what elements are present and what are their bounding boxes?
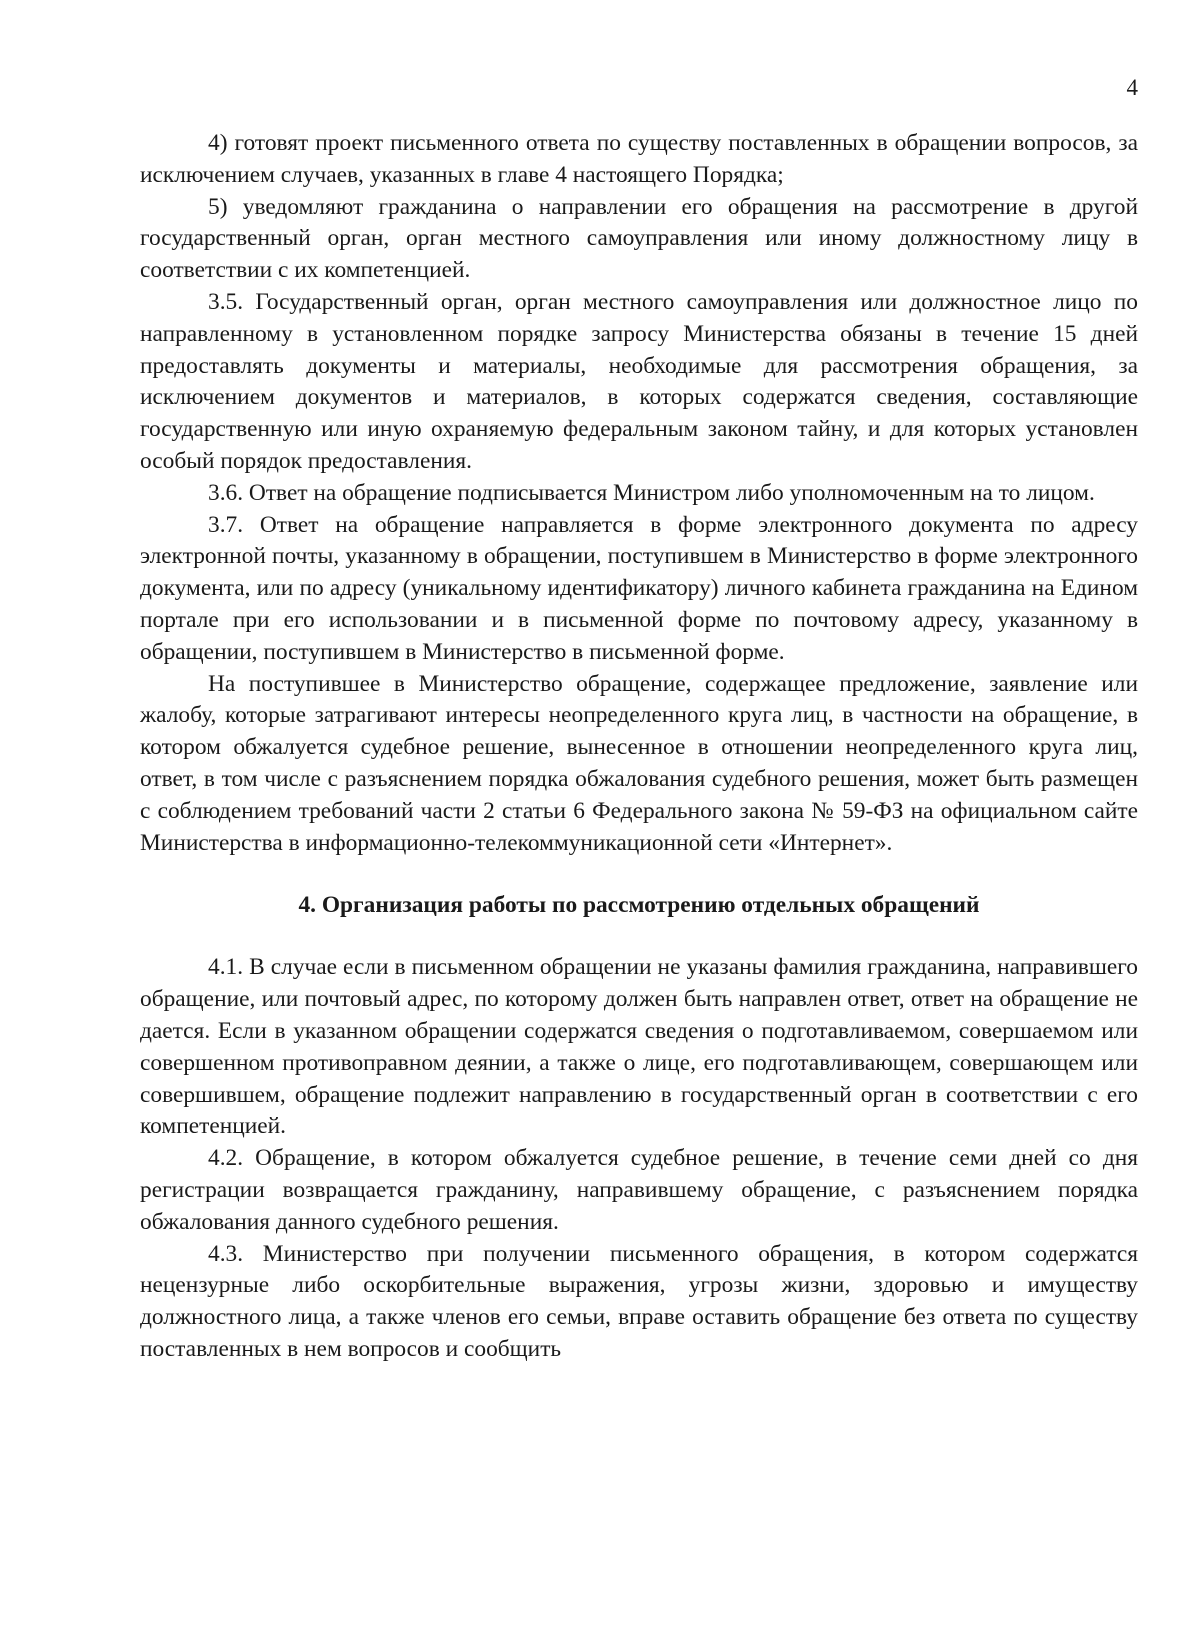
paragraph-3-7: 3.7. Ответ на обращение направляется в форме электронного документа по адресу электронной почты, указанному в обращении, поступившем в Министерство в форме электронного документа, или по адресу (уникальному идентификатору) личного кабинета гражданина на Едином портале при его использовании и в письменной форме по почтовому адресу, указанному в обращении, поступившем в Министерство в письменной форме. [140, 511, 1138, 665]
paragraph-3-7-continued: На поступившее в Министерство обращение, содержащее предложение, заявление или жалобу, которые затрагивают интересы неопределенного круга лиц, в частности на обращение, в котором обжалуется судебное решение, вынесенное в отношении неопределенного круга лиц, ответ, в том числе с разъяснением порядка обжалования судебного решения, может быть размещен с соблюдением требований части 2 статьи 6 Федерального закона № 59-ФЗ на официальном сайте Министерства в информационно-телекоммуникационной сети «Интернет». [140, 670, 1138, 856]
paragraph-4-3: 4.3. Министерство при получении письменного обращения, в котором содержатся нецензурные либо оскорбительные выражения, угрозы жизни, здоровью и имуществу должностного лица, а также членов его семьи, вправе оставить обращение без ответа по существу поставленных в нем вопросов и сообщить [140, 1240, 1138, 1362]
paragraph-4-1: 4.1. В случае если в письменном обращении не указаны фамилия гражданина, направившего обращение, или почтовый адрес, по которому должен быть направлен ответ, ответ на обращение не дается. Если в указанном обращении содержатся сведения о подготавливаемом, совершаемом или совершенном противоправном деянии, а также о лице, его подготавливающем, совершающем или совершившем, обращение подлежит направлению в государственный орган в соответствии с его компетенцией. [140, 954, 1138, 1140]
page-number: 4 [1126, 75, 1138, 100]
paragraph-4-2: 4.2. Обращение, в котором обжалуется судебное решение, в течение семи дней со дня регистрации возвращается гражданину, направившему обращение, с разъяснением порядка обжалования данного судебного решения. [140, 1145, 1138, 1235]
document-body [140, 128, 1138, 1366]
paragraph-item-4: 4) готовят проект письменного ответа по существу поставленных в обращении вопросов, за исключением случаев, указанных в главе 4 настоящего Порядка; [140, 130, 1138, 188]
section-heading: 4. Организация работы по рассмотрению отдельных обращений [298, 892, 980, 919]
paragraph-item-5: 5) уведомляют гражданина о направлении его обращения на рассмотрение в другой государственный орган, орган местного самоуправления или иному должностному лицу в соответствии с их компетенцией. [140, 193, 1138, 284]
paragraph-3-5: 3.5. Государственный орган, орган местного самоуправления или должностное лицо по направленному в установленном порядке запросу Министерства обязаны в течение 15 дней предоставлять документы и материалы, необходимые для рассмотрения обращения, за исключением документов и материалов, в которых содержатся сведения, составляющие государственную или иную охраняемую федеральным законом тайну, и для которых установлен особый порядок предоставления. [140, 288, 1138, 474]
paragraph-3-6: 3.6. Ответ на обращение подписывается Министром либо уполномоченным на то лицом. [208, 479, 1095, 506]
